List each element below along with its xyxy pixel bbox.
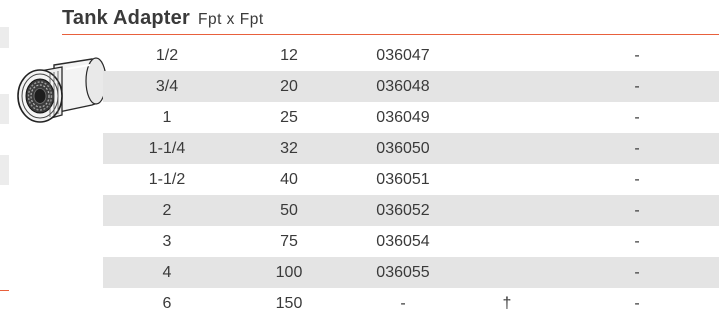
size-cell: 6	[162, 295, 172, 312]
article-code-cell: 036055	[347, 257, 459, 288]
extra-cell: -	[634, 171, 640, 188]
table-row	[103, 195, 719, 226]
note-cell	[459, 164, 555, 195]
spec-table-body	[103, 40, 719, 319]
section-title	[62, 7, 264, 30]
dn-cell: 25	[280, 109, 298, 126]
article-code-cell: -	[400, 295, 406, 312]
note-cell	[459, 133, 555, 164]
extra-cell: -	[555, 133, 719, 164]
size-cell: 1	[162, 109, 172, 126]
size-cell: 2	[103, 195, 231, 226]
size-cell: 1-1/4	[103, 133, 231, 164]
article-code-cell: 036047	[376, 47, 430, 64]
table-row	[103, 40, 719, 71]
spec-table	[103, 40, 719, 319]
dn-cell: 50	[231, 195, 347, 226]
note-cell	[459, 71, 555, 102]
table-row	[103, 102, 719, 133]
page-edge-tab	[0, 155, 9, 185]
note-cell	[459, 195, 555, 226]
table-row	[103, 226, 719, 257]
size-cell: 1/2	[155, 47, 179, 64]
article-code-cell: 036048	[347, 71, 459, 102]
page-edge-rule	[0, 290, 9, 291]
note-cell: †	[502, 295, 512, 312]
article-code-cell: 036049	[376, 109, 430, 126]
size-cell: 1-1/2	[148, 171, 186, 188]
note-cell	[459, 226, 555, 257]
extra-cell: -	[555, 195, 719, 226]
article-code-cell: 036054	[376, 233, 430, 250]
extra-cell: -	[634, 233, 640, 250]
dn-cell: 32	[231, 133, 347, 164]
size-cell: 4	[103, 257, 231, 288]
dn-cell: 12	[280, 47, 298, 64]
dn-cell: 150	[275, 295, 303, 312]
dn-cell: 20	[231, 71, 347, 102]
tank-adapter-fitting-icon	[10, 51, 110, 143]
table-row	[103, 164, 719, 195]
note-cell	[459, 257, 555, 288]
title-divider	[62, 34, 719, 35]
page-edge-tab	[0, 27, 9, 48]
dn-cell: 40	[280, 171, 298, 188]
extra-cell: -	[634, 47, 640, 64]
table-row	[103, 133, 719, 164]
table-row	[103, 288, 719, 319]
article-code-cell: 036050	[347, 133, 459, 164]
note-cell	[459, 102, 555, 133]
product-connection-type: Fpt x Fpt	[197, 11, 264, 28]
size-cell: 3/4	[103, 71, 231, 102]
extra-cell: -	[555, 71, 719, 102]
dn-cell: 75	[280, 233, 298, 250]
extra-cell: -	[555, 257, 719, 288]
extra-cell: -	[634, 295, 640, 312]
article-code-cell: 036052	[347, 195, 459, 226]
page-edge-tab	[0, 94, 9, 124]
table-row	[103, 257, 719, 288]
product-name: Tank Adapter	[62, 7, 190, 29]
dn-cell: 100	[231, 257, 347, 288]
note-cell	[459, 40, 555, 71]
article-code-cell: 036051	[376, 171, 430, 188]
size-cell: 3	[162, 233, 172, 250]
extra-cell: -	[634, 109, 640, 126]
table-row	[103, 71, 719, 102]
